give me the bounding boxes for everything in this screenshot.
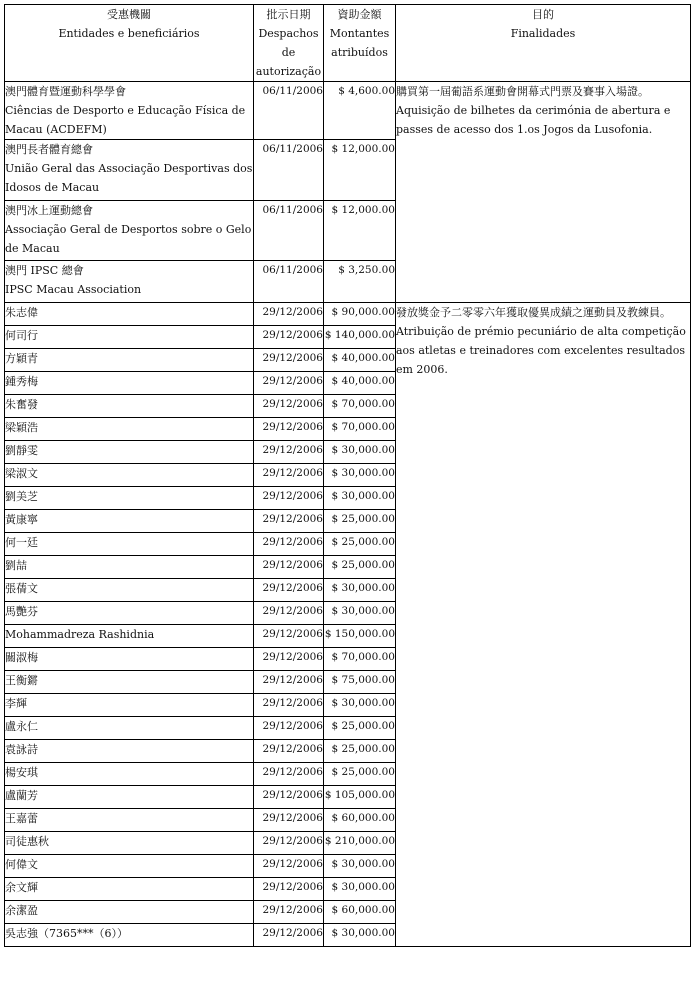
table-body: [5, 82, 691, 947]
beneficiary-name-cell: Mohammadreza Rashidnia: [5, 625, 254, 648]
amount-cell: $ 30,000.00: [324, 924, 396, 947]
purpose-zh: 購買第一屆葡語系運動會開幕式門票及賽事入場證。: [396, 85, 649, 98]
date-cell: 06/11/2006: [254, 201, 324, 261]
date-cell: 29/12/2006: [254, 809, 324, 832]
purpose-zh: 發放獎金予二零零六年獲取優異成績之運動員及教練員。: [396, 306, 671, 319]
amount-cell: $ 70,000.00: [324, 648, 396, 671]
beneficiary-name-cell: 關淑梅: [5, 648, 254, 671]
amount-cell: $ 25,000.00: [324, 763, 396, 786]
date-cell: 29/12/2006: [254, 740, 324, 763]
table-row: [5, 82, 691, 140]
date-cell: 29/12/2006: [254, 418, 324, 441]
amount-cell: $ 40,000.00: [324, 372, 396, 395]
amount-cell: $ 30,000.00: [324, 464, 396, 487]
entity-name-cell: [5, 140, 254, 201]
amount-cell: $ 25,000.00: [324, 717, 396, 740]
beneficiary-name-cell: 余文輝: [5, 878, 254, 901]
date-cell: 29/12/2006: [254, 372, 324, 395]
beneficiary-name-cell: 劉喆: [5, 556, 254, 579]
table-row: [5, 303, 691, 326]
amount-cell: $ 12,000.00: [324, 201, 396, 261]
date-cell: 29/12/2006: [254, 556, 324, 579]
beneficiary-name-cell: 何偉文: [5, 855, 254, 878]
beneficiary-name-cell: 馬艷芬: [5, 602, 254, 625]
date-cell: 29/12/2006: [254, 510, 324, 533]
date-cell: 29/12/2006: [254, 648, 324, 671]
amount-cell: $ 12,000.00: [324, 140, 396, 201]
entity-name-zh: 澳門體育暨運動科學學會: [5, 85, 126, 98]
entity-name-cell: [5, 82, 254, 140]
amount-cell: $ 30,000.00: [324, 602, 396, 625]
date-cell: 29/12/2006: [254, 625, 324, 648]
date-cell: 29/12/2006: [254, 464, 324, 487]
amount-cell: $ 4,600.00: [324, 82, 396, 140]
amount-cell: $ 40,000.00: [324, 349, 396, 372]
date-cell: 29/12/2006: [254, 671, 324, 694]
header-date: [254, 5, 324, 82]
date-cell: 29/12/2006: [254, 832, 324, 855]
header-purpose-zh: 目的: [532, 8, 554, 21]
amount-cell: $ 30,000.00: [324, 441, 396, 464]
amount-cell: $ 70,000.00: [324, 418, 396, 441]
entity-name-pt: Ciências de Desporto e Educação Física de Macau (ACDEFM): [5, 104, 246, 136]
beneficiary-name-cell: 何一廷: [5, 533, 254, 556]
entity-name-cell: [5, 261, 254, 303]
amount-cell: $ 140,000.00: [324, 326, 396, 349]
amount-cell: $ 25,000.00: [324, 510, 396, 533]
date-cell: 29/12/2006: [254, 441, 324, 464]
beneficiary-name-cell: 張蒨文: [5, 579, 254, 602]
date-cell: 06/11/2006: [254, 82, 324, 140]
date-cell: 29/12/2006: [254, 326, 324, 349]
date-cell: 29/12/2006: [254, 487, 324, 510]
date-cell: 29/12/2006: [254, 924, 324, 947]
beneficiary-name-cell: 何司行: [5, 326, 254, 349]
entity-name-zh: 澳門長者體育總會: [5, 143, 93, 156]
date-cell: 29/12/2006: [254, 717, 324, 740]
date-cell: 29/12/2006: [254, 395, 324, 418]
beneficiary-name-cell: 吳志強（7365***（6））: [5, 924, 254, 947]
beneficiary-name-cell: 梁淑文: [5, 464, 254, 487]
purpose-cell: [396, 82, 691, 303]
table-header-row: [5, 5, 691, 82]
beneficiary-name-cell: 朱奮發: [5, 395, 254, 418]
header-purpose-pt: Finalidades: [510, 27, 576, 40]
date-cell: 29/12/2006: [254, 694, 324, 717]
beneficiary-name-cell: 盧蘭芳: [5, 786, 254, 809]
date-cell: 29/12/2006: [254, 855, 324, 878]
amount-cell: $ 30,000.00: [324, 878, 396, 901]
header-date-pt-line1: Despachos de: [258, 27, 319, 59]
amount-cell: $ 75,000.00: [324, 671, 396, 694]
beneficiary-name-cell: 司徒惠秋: [5, 832, 254, 855]
header-date-zh: 批示日期: [266, 8, 311, 21]
amount-cell: $ 25,000.00: [324, 533, 396, 556]
entity-name-pt: União Geral das Associação Desportivas dos Idosos de Macau: [5, 162, 253, 194]
amount-cell: $ 3,250.00: [324, 261, 396, 303]
beneficiary-name-cell: 梁穎浩: [5, 418, 254, 441]
header-entities: [5, 5, 254, 82]
date-cell: 29/12/2006: [254, 579, 324, 602]
beneficiary-name-cell: 劉美芝: [5, 487, 254, 510]
amount-cell: $ 30,000.00: [324, 579, 396, 602]
amount-cell: $ 150,000.00: [324, 625, 396, 648]
beneficiary-name-cell: 王衡鏘: [5, 671, 254, 694]
date-cell: 29/12/2006: [254, 786, 324, 809]
header-amount-pt-line2: atribuídos: [331, 46, 388, 59]
date-cell: 29/12/2006: [254, 763, 324, 786]
beneficiary-name-cell: 盧永仁: [5, 717, 254, 740]
header-amount-zh: 資助金額: [337, 8, 382, 21]
amount-cell: $ 30,000.00: [324, 694, 396, 717]
purpose-pt: Atribuição de prémio pecuniário de alta competição aos atletas e treinadores com excelentes resultados em 2006.: [396, 325, 686, 376]
amount-cell: $ 30,000.00: [324, 487, 396, 510]
header-entities-zh: 受惠機關: [107, 8, 151, 21]
amount-cell: $ 105,000.00: [324, 786, 396, 809]
entity-name-zh: 澳門冰上運動總會: [5, 204, 93, 217]
amount-cell: $ 60,000.00: [324, 809, 396, 832]
beneficiary-name-cell: 王嘉蕾: [5, 809, 254, 832]
beneficiary-name-cell: 余潔盈: [5, 901, 254, 924]
date-cell: 06/11/2006: [254, 140, 324, 201]
beneficiary-name-cell: 方穎青: [5, 349, 254, 372]
beneficiary-name-cell: 黃康寧: [5, 510, 254, 533]
date-cell: 06/11/2006: [254, 261, 324, 303]
date-cell: 29/12/2006: [254, 303, 324, 326]
beneficiary-name-cell: 劉靜雯: [5, 441, 254, 464]
purpose-pt: Aquisição de bilhetes da cerimónia de abertura e passes de acesso dos 1.os Jogos da Lusofonia.: [396, 104, 671, 136]
header-entities-pt: Entidades e beneficiários: [58, 27, 200, 40]
amount-cell: $ 60,000.00: [324, 901, 396, 924]
entity-name-pt: IPSC Macau Association: [5, 283, 142, 296]
amount-cell: $ 70,000.00: [324, 395, 396, 418]
amount-cell: $ 25,000.00: [324, 740, 396, 763]
amount-cell: $ 30,000.00: [324, 855, 396, 878]
date-cell: 29/12/2006: [254, 602, 324, 625]
date-cell: 29/12/2006: [254, 533, 324, 556]
entity-name-cell: [5, 201, 254, 261]
beneficiary-name-cell: 朱志偉: [5, 303, 254, 326]
beneficiary-name-cell: 李輝: [5, 694, 254, 717]
date-cell: 29/12/2006: [254, 878, 324, 901]
amount-cell: $ 210,000.00: [324, 832, 396, 855]
header-amount-pt-line1: Montantes: [329, 27, 390, 40]
header-amount: [324, 5, 396, 82]
beneficiary-name-cell: 鍾秀梅: [5, 372, 254, 395]
beneficiary-name-cell: 楊安琪: [5, 763, 254, 786]
amount-cell: $ 90,000.00: [324, 303, 396, 326]
date-cell: 29/12/2006: [254, 901, 324, 924]
entity-name-pt: Associação Geral de Desportos sobre o Gelo de Macau: [5, 223, 252, 255]
header-date-pt-line2: autorização: [255, 65, 322, 78]
amount-cell: $ 25,000.00: [324, 556, 396, 579]
purpose-cell: [396, 303, 691, 947]
grants-table: [4, 4, 691, 947]
date-cell: 29/12/2006: [254, 349, 324, 372]
header-purpose: [396, 5, 691, 82]
entity-name-zh: 澳門 IPSC 總會: [5, 264, 84, 277]
beneficiary-name-cell: 袁詠詩: [5, 740, 254, 763]
